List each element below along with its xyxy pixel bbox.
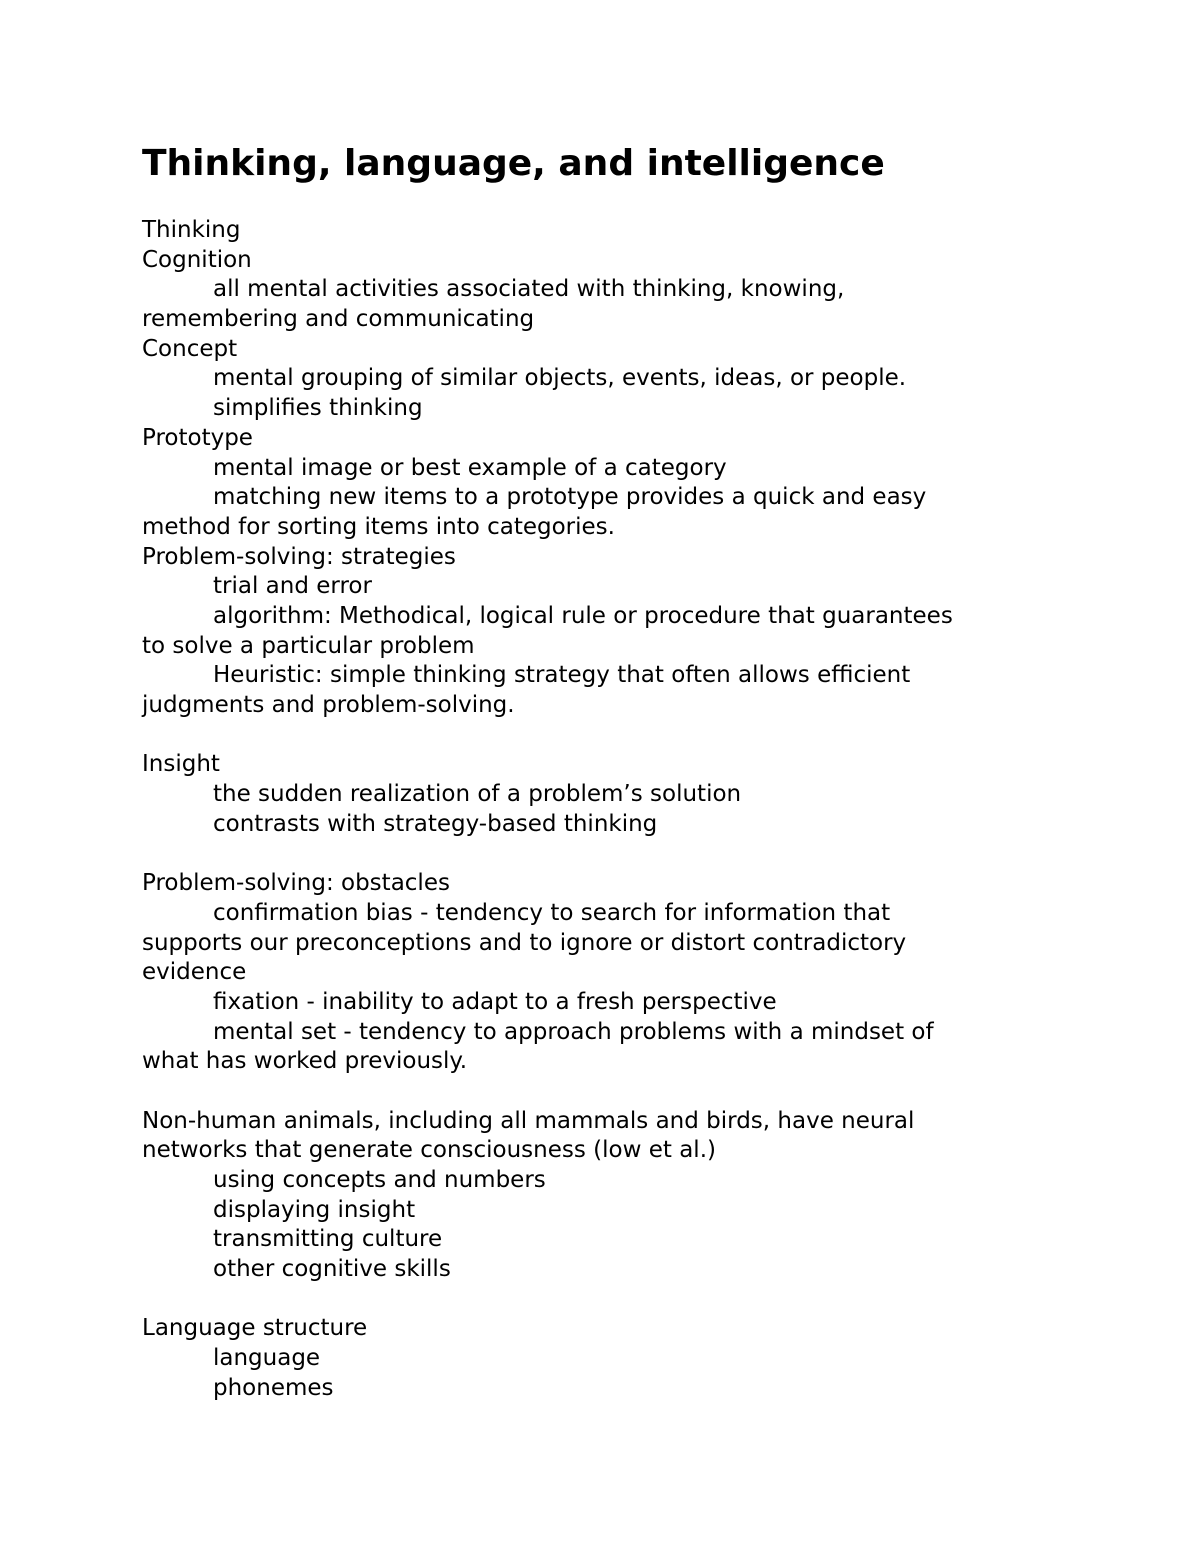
term-insight: Insight	[142, 751, 220, 778]
blank-line	[142, 721, 1062, 751]
list-item: transmitting culture	[213, 1226, 443, 1253]
list-item: using concepts and numbers	[213, 1167, 546, 1193]
list-item: phonemes	[213, 1374, 334, 1401]
paragraph-line: Non-human animals, including all mammals and birds, have neural	[142, 1107, 915, 1134]
definition-line: mental grouping of similar objects, events, ideas, or people.	[213, 365, 907, 392]
blank-line	[142, 839, 1062, 869]
definition-line: to solve a particular problem	[142, 632, 475, 659]
definition-line: Heuristic: simple thinking strategy that often allows efficient	[213, 662, 911, 689]
definition-line: all mental activities associated with thinking, knowing,	[213, 276, 845, 303]
blank-line	[142, 1285, 1062, 1315]
definition-line: remembering and communicating	[142, 306, 535, 333]
definition-line: trial and error	[213, 573, 372, 600]
term-problem-solving-obstacles: Problem-solving: obstacles	[142, 870, 450, 897]
definition-line: mental set - tendency to approach problems with a mindset of	[213, 1018, 934, 1045]
document-page	[142, 140, 1062, 1404]
list-item: other cognitive skills	[213, 1256, 451, 1283]
definition-line: contrasts with strategy-based thinking	[213, 810, 658, 837]
term-concept: Concept	[142, 335, 238, 362]
term-prototype: Prototype	[142, 424, 253, 451]
definition-line: the sudden realization of a problem’s solution	[213, 781, 742, 808]
definition-line: simplifies thinking	[213, 395, 423, 422]
term-cognition: Cognition	[142, 246, 252, 273]
definition-line: judgments and problem-solving.	[142, 692, 515, 718]
definition-line: what has worked previously.	[142, 1048, 468, 1075]
term-problem-solving-strategies: Problem-solving: strategies	[142, 543, 456, 570]
page-title: Thinking, language, and intelligence	[142, 143, 885, 184]
definition-line: evidence	[142, 959, 247, 986]
blank-line	[142, 1077, 1062, 1107]
definition-line: supports our preconceptions and to ignore or distort contradictory	[142, 929, 907, 956]
paragraph-line: networks that generate consciousness (low et al.)	[142, 1137, 716, 1164]
definition-line: algorithm: Methodical, logical rule or procedure that guarantees	[213, 602, 953, 629]
list-item: language	[213, 1345, 321, 1372]
definition-line: fixation - inability to adapt to a fresh perspective	[213, 988, 777, 1015]
list-item: displaying insight	[213, 1196, 416, 1223]
definition-line: mental image or best example of a category	[213, 454, 727, 481]
heading-thinking: Thinking	[142, 217, 241, 243]
definition-line: matching new items to a prototype provides a quick and easy	[213, 484, 927, 511]
document-body	[142, 216, 1062, 1404]
definition-line: confirmation bias - tendency to search for information that	[213, 899, 891, 926]
definition-line: method for sorting items into categories.	[142, 513, 615, 540]
term-language-structure: Language structure	[142, 1315, 368, 1342]
